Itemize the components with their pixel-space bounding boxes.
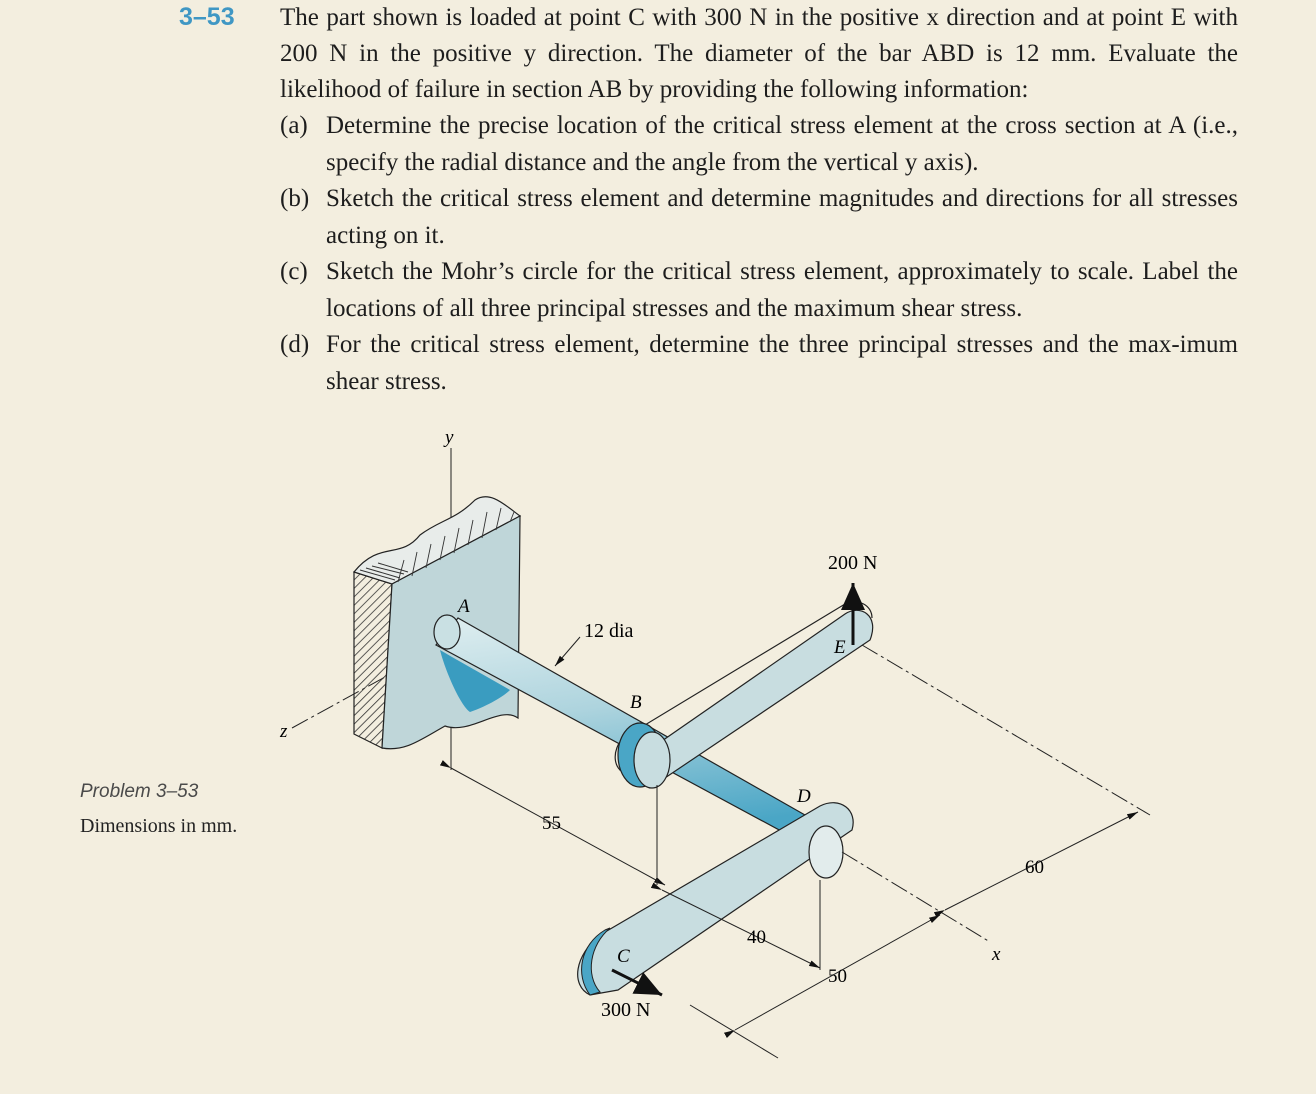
label-d: D — [797, 786, 811, 807]
x-axis-label: x — [992, 944, 1001, 965]
part-text: Sketch the critical stress element and determine magnitudes and directions for all stresses acting on it. — [326, 185, 1238, 249]
label-c: C — [617, 946, 630, 967]
dim-55: 55 — [542, 813, 561, 834]
dim-40: 40 — [747, 927, 766, 948]
part-text: For the critical stress element, determine the three principal stresses and the max-imum shear stress. — [326, 331, 1238, 395]
statement-text: The part shown is loaded at point C with 300 N in the positive x direction and at point E with 200 N in the positive y direction. The diameter of the bar ABD is 12 mm. Evaluate the likelihood of failure in section AB by providing the following information: — [280, 4, 1238, 103]
part-label: (c) — [280, 258, 308, 285]
label-e: E — [834, 637, 846, 658]
label-force-c: 300 N — [601, 999, 651, 1021]
problem-number: 3–53 — [179, 3, 235, 31]
part-text: Sketch the Mohr’s circle for the critical stress element, approximately to scale. Label the locations of all three principal stresses and the maximum shear stress. — [326, 258, 1238, 322]
z-axis-label: z — [280, 721, 288, 742]
label-b: B — [630, 692, 642, 713]
part-label: (b) — [280, 185, 310, 212]
part-text: Determine the precise location of the critical stress element at the cross section at A (i.e., specify the radial distance and the angle from the vertical y axis). — [326, 112, 1238, 176]
label-force-e: 200 N — [828, 552, 878, 574]
figure-caption-subtitle: Dimensions in mm. — [80, 815, 238, 837]
dim-60: 60 — [1025, 857, 1044, 878]
diameter-leader — [555, 637, 580, 666]
arm-de — [615, 602, 873, 788]
figure-caption-title: Problem 3–53 — [80, 781, 199, 802]
label-a: A — [458, 596, 470, 617]
dim-50: 50 — [828, 966, 847, 987]
part-label: (d) — [280, 331, 310, 358]
part-label: (a) — [280, 112, 308, 139]
label-diameter: 12 dia — [584, 620, 634, 642]
y-axis-label: y — [445, 427, 454, 448]
e-centerline — [862, 645, 1150, 815]
